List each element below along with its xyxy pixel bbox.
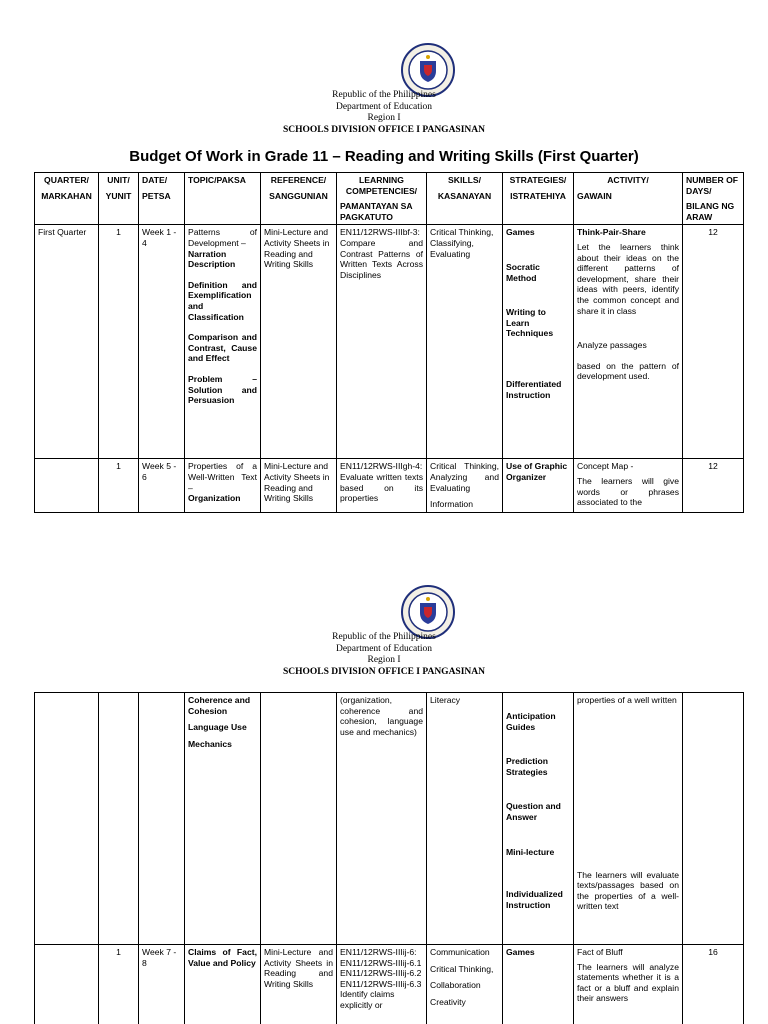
days-cell: 16 <box>683 945 744 1024</box>
col-date: DATE/ PETSA <box>139 173 185 225</box>
department-line: Department of Education <box>335 101 433 112</box>
col-days: NUMBER OF DAYS/ BILANG NG ARAW <box>683 173 744 225</box>
competency-cell: EN11/12RWS-IIIgh-4: Evaluate written texts based on its properties <box>337 459 427 513</box>
reference-cell: Mini-Lecture and Activity Sheets in Reading and Writing Skills <box>261 459 337 513</box>
republic-line: Republic of the Philippines <box>332 632 436 642</box>
skills-cell: Critical Thinking, Classifying, Evaluating <box>427 225 503 459</box>
table-row <box>35 945 744 1024</box>
division-line: SCHOOLS DIVISION OFFICE I PANGASINAN <box>283 666 485 677</box>
col-reference: REFERENCE/ SANGGUNIAN <box>261 173 337 225</box>
reference-cell: Mini-Lecture and Activity Sheets in Reading and Writing Skills <box>261 945 337 1024</box>
strategies-cell: Anticipation Guides Prediction Strategies Question and Answer Mini-lecture Individualized Instruction <box>503 693 574 945</box>
topic-cell: Patterns of Development – Narration Description Definition and Exemplification and Classification Comparison and Contrast, Cause and Effect Problem – Solution and Persuasion <box>185 225 261 459</box>
quarter-cell: First Quarter <box>35 225 99 459</box>
competency-cell: EN11/12RWS-IIIbf-3: Compare and Contrast Patterns of Written Texts Across Disciplines <box>337 225 427 459</box>
unit-cell: 1 <box>99 459 139 513</box>
skills-cell: Critical Thinking, Analyzing and Evaluating Information <box>427 459 503 513</box>
activity-cell: Fact of Bluff The learners will analyze statements whether it is a fact or a bluff and explain their answers <box>574 945 683 1024</box>
unit-cell: 1 <box>99 225 139 459</box>
activity-cell: properties of a well written The learners will evaluate texts/passages based on the properties of a well-written text <box>574 693 683 945</box>
republic-line: Republic of the Philippines <box>332 90 436 100</box>
quarter-cell <box>35 459 99 513</box>
col-topic: TOPIC/PAKSA <box>185 173 261 225</box>
table-row <box>35 693 744 945</box>
col-unit: UNIT/ YUNIT <box>99 173 139 225</box>
region-line: Region I <box>367 113 401 123</box>
strategies-cell: Use of Graphic Organizer <box>503 459 574 513</box>
days-cell: 12 <box>683 459 744 513</box>
document-title: Budget Of Work in Grade 11 – Reading and Writing Skills (First Quarter) <box>129 148 639 165</box>
date-cell: Week 7 - 8 <box>139 945 185 1024</box>
skills-cell: Literacy <box>427 693 503 945</box>
strategies-cell: Games Socratic Method Writing to Learn Techniques Differentiated Instruction <box>503 225 574 459</box>
topic-cell: Properties of a Well-Written Text – Organization <box>185 459 261 513</box>
strategies-cell: Games <box>503 945 574 1024</box>
region-line: Region I <box>367 655 401 665</box>
date-cell: Week 1 - 4 <box>139 225 185 459</box>
skills-cell: Communication Critical Thinking, Collaboration Creativity <box>427 945 503 1024</box>
days-cell: 12 <box>683 225 744 459</box>
budget-of-work-table <box>34 172 744 513</box>
col-competencies: LEARNING COMPETENCIES/ PAMANTAYAN SA PAGKATUTO <box>337 173 427 225</box>
date-cell: Week 5 - 6 <box>139 459 185 513</box>
activity-cell: Think-Pair-Share Let the learners think about their ideas on the different patterns of development, share their ideas with peers, identify the common concept and share it in class Analyze passages based on the pattern of development used. <box>574 225 683 459</box>
letterhead <box>0 632 768 678</box>
table-row <box>35 225 744 459</box>
division-line: SCHOOLS DIVISION OFFICE I PANGASINAN <box>283 124 485 135</box>
table-header-row <box>35 173 744 225</box>
unit-cell: 1 <box>99 945 139 1024</box>
department-line: Department of Education <box>335 643 433 654</box>
topic-cell: Claims of Fact, Value and Policy <box>185 945 261 1024</box>
topic-cell: Coherence and Cohesion Language Use Mechanics <box>185 693 261 945</box>
activity-cell: Concept Map - The learners will give words or phrases associated to the <box>574 459 683 513</box>
competency-cell: (organization, coherence and cohesion, language use and mechanics) <box>337 693 427 945</box>
col-strategies: STRATEGIES/ ISTRATEHIYA <box>503 173 574 225</box>
letterhead <box>0 90 768 136</box>
reference-cell: Mini-Lecture and Activity Sheets in Reading and Writing Skills <box>261 225 337 459</box>
competency-cell: EN11/12RWS-IIIij-6: EN11/12RWS-IIIij-6.1 EN11/12RWS-IIIij-6.2 EN11/12RWS-IIIij-6.3 Identify claims explicitly or <box>337 945 427 1024</box>
col-activity: ACTIVITY/ GAWAIN <box>574 173 683 225</box>
budget-of-work-table-continued <box>34 692 744 1024</box>
col-quarter: QUARTER/ MARKAHAN <box>35 173 99 225</box>
col-skills: SKILLS/ KASANAYAN <box>427 173 503 225</box>
table-row <box>35 459 744 513</box>
